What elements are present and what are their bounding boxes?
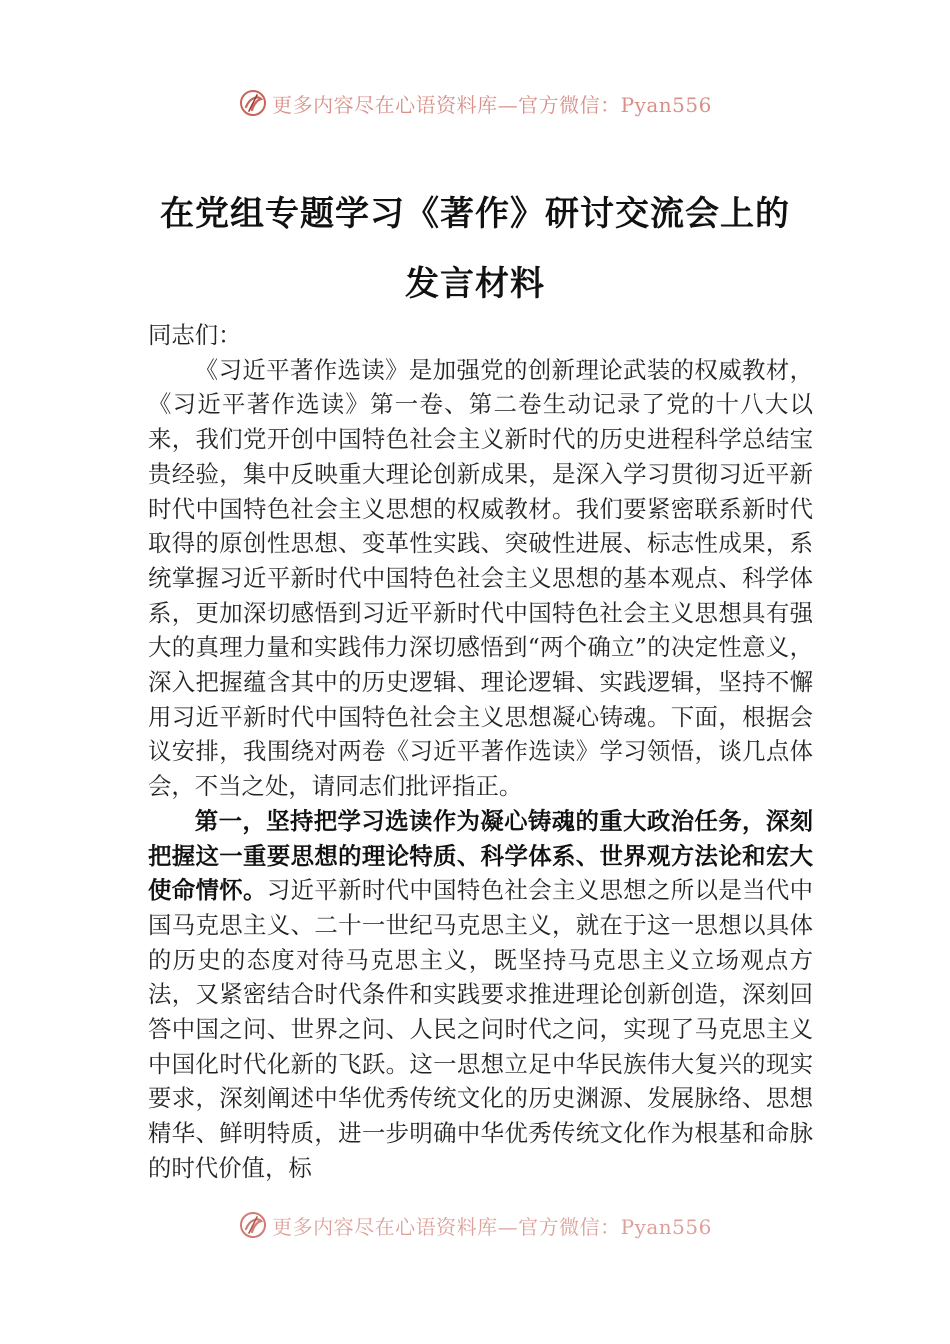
logo-icon: [238, 1210, 268, 1240]
point-text: 习近平新时代中国特色社会主义思想之所以是当代中国马克思主义、二十一世纪马克思主义，就在于这一思想以具体的历史的态度对待马克思主义，既坚持马克思主义立场观点方法，又紧密结合时代条件和实践要求推进理论创新创造，深刻回答中国之问、世界之问、人民之问时代之问，实现了马克思主义中国化时代化新的飞跃。这一思想立足中华民族伟大复兴的现实要求，深刻阐述中华优秀传统文化的历史渊源、发展脉络、思想精华、鲜明特质，进一步明确中华优秀传统文化作为根基和命脉的时代价值，标: [148, 876, 814, 1182]
watermark-header: [0, 86, 950, 120]
document-body: [148, 318, 813, 1186]
watermark-text: 更多内容尽在心语资料库—官方微信：Pyan556: [272, 92, 712, 117]
logo-icon: [238, 88, 268, 118]
paragraph-first-point: [148, 804, 813, 1186]
point-heading: 第一，坚持把学习选读作为凝心铸魂的重大政治任务，深刻把握这一重要思想的理论特质、科学体系、世界观方法论和宏大使命情怀。: [148, 806, 813, 905]
watermark-footer: [0, 1208, 950, 1242]
watermark-text: 更多内容尽在心语资料库—官方微信：Pyan556: [272, 1214, 712, 1239]
salutation: 同志们：: [148, 321, 242, 349]
paragraph-intro: 《习近平著作选读》是加强党的创新理论武装的权威教材，《习近平著作选读》第一卷、第二卷生动记录了党的十八大以来，我们党开创中国特色社会主义新时代的历史进程科学总结宝贵经验，集中反映重大理论创新成果，是深入学习贯彻习近平新时代中国特色社会主义思想的权威教材。我们要紧密联系新时代取得的原创性思想、变革性实践、突破性进展、标志性成果，系统掌握习近平新时代中国特色社会主义思想的基本观点、科学体系，更加深切感悟到习近平新时代中国特色社会主义思想具有强大的真理力量和实践伟力深切感悟到“两个确立”的决定性意义，深入把握蕴含其中的历史逻辑、理论逻辑、实践逻辑，坚持不懈用习近平新时代中国特色社会主义思想凝心铸魂。下面，根据会议安排，我围绕对两卷《习近平著作选读》学习领悟，谈几点体会，不当之处，请同志们批评指正。: [148, 355, 813, 801]
page-title-line-2: 发言材料: [405, 264, 545, 304]
page-title-line-1: 在党组专题学习《著作》研讨交流会上的: [160, 194, 790, 234]
